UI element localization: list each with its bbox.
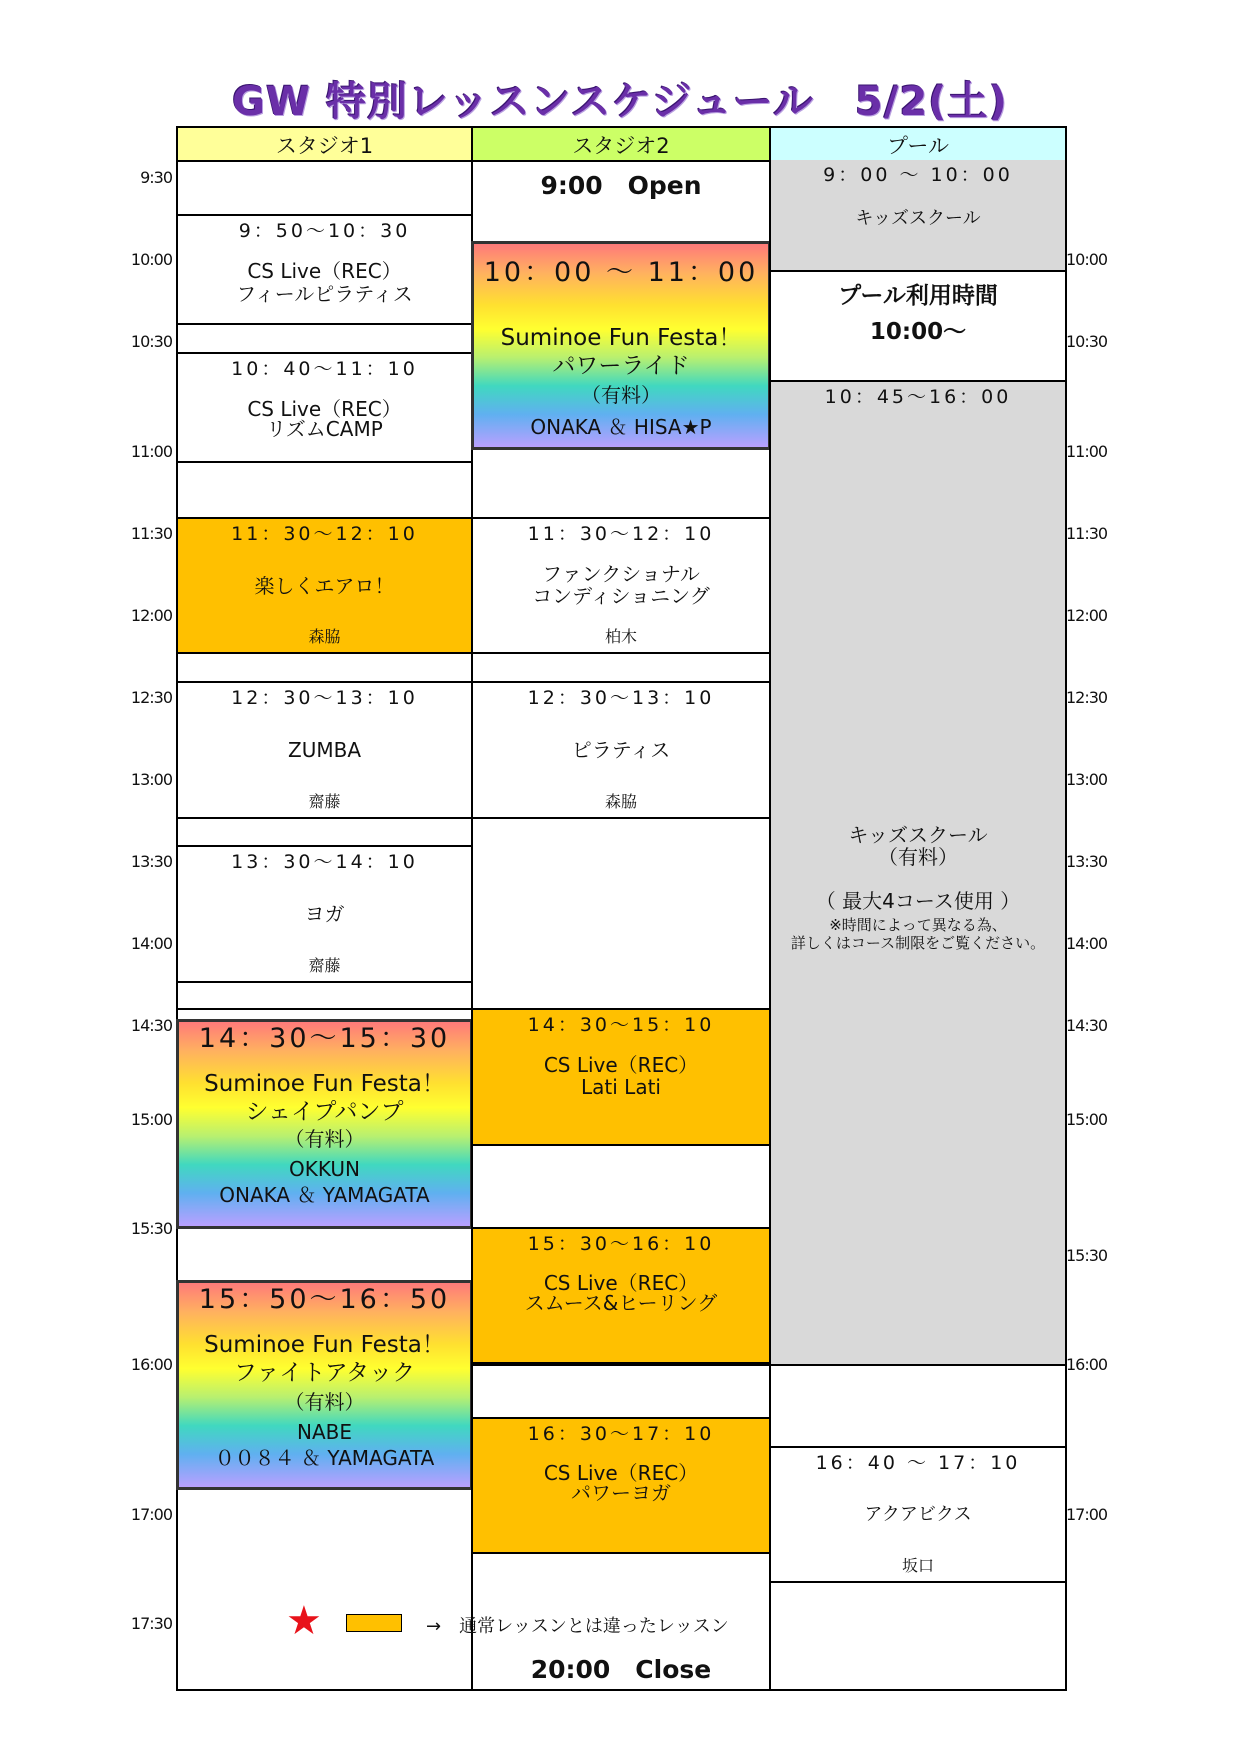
legend bbox=[286, 1598, 766, 1646]
lesson-time: 14：30〜15：10 bbox=[527, 1014, 715, 1036]
pool-kids-school-morning[interactable] bbox=[771, 160, 1065, 272]
instructor: 坂口 bbox=[901, 1556, 934, 1575]
lesson-name: CS Live（REC） bbox=[543, 1053, 699, 1077]
lesson-time: 13：30〜14：10 bbox=[231, 851, 418, 873]
time-label: 14:30 bbox=[1066, 1016, 1108, 1035]
instructor: NABE bbox=[297, 1420, 352, 1444]
time-label: 15:00 bbox=[130, 1110, 172, 1129]
lesson-subname: パワーヨガ bbox=[571, 1481, 671, 1505]
time-label: 10:30 bbox=[130, 332, 172, 351]
time-label: 11:30 bbox=[1066, 524, 1108, 543]
lesson-subname: フィールピラティス bbox=[236, 282, 413, 306]
paid-label: （有料） bbox=[581, 383, 661, 407]
time-label: 17:00 bbox=[130, 1505, 172, 1524]
time-label: 9:30 bbox=[140, 168, 172, 187]
lesson-time: 10：00 〜 11：00 bbox=[483, 257, 759, 288]
time-label: 14:30 bbox=[130, 1016, 172, 1035]
page-title: GW 特別レッスンスケジュール 5/2(土) bbox=[232, 79, 1008, 125]
lesson-name: キッズスクール bbox=[848, 823, 988, 847]
time-label: 16:00 bbox=[130, 1355, 172, 1374]
header-studio2: スタジオ2 bbox=[471, 126, 771, 162]
time-label: 11:30 bbox=[130, 524, 172, 543]
time-label: 13:30 bbox=[1066, 852, 1108, 871]
pool-lesson-aquabics[interactable] bbox=[771, 1446, 1065, 1583]
studio2-lesson-functional[interactable] bbox=[473, 517, 769, 654]
studio2-lesson-smooth-healing[interactable] bbox=[473, 1227, 769, 1364]
lesson-subname: スムース&ヒーリング bbox=[524, 1291, 718, 1315]
time-label: 15:30 bbox=[130, 1219, 172, 1238]
lesson-name: ヨガ bbox=[304, 902, 345, 926]
lesson-subname: Lati Lati bbox=[581, 1075, 661, 1099]
studio2-lesson-power-ride[interactable] bbox=[471, 241, 771, 450]
lesson-name: CS Live（REC） bbox=[247, 397, 402, 421]
time-label: 13:00 bbox=[130, 770, 172, 789]
course-note: （ 最大4コース使用 ） bbox=[815, 889, 1021, 913]
studio1-lesson-fight-attack[interactable] bbox=[176, 1280, 473, 1490]
studio1-lesson-cs-feel-pilates[interactable] bbox=[178, 214, 471, 325]
instructor: ００８４ ＆ YAMAGATA bbox=[214, 1446, 435, 1470]
studio2-column bbox=[471, 160, 771, 1691]
pool-usage-start: 10:00〜 bbox=[869, 319, 967, 345]
open-time: 9:00 Open bbox=[540, 171, 702, 200]
festival-name: Suminoe Fun Festa！ bbox=[500, 325, 742, 351]
studio2-lesson-power-yoga[interactable] bbox=[473, 1417, 769, 1554]
lesson-name: パワーライド bbox=[552, 353, 690, 379]
lesson-name: シェイプパンプ bbox=[245, 1099, 404, 1125]
lesson-time: 16：30〜17：10 bbox=[527, 1423, 715, 1445]
time-label: 12:30 bbox=[1066, 688, 1108, 707]
time-label: 14:00 bbox=[1066, 934, 1108, 953]
lesson-time: 10：45〜16：00 bbox=[824, 386, 1012, 408]
lesson-time: 9：00 〜 10：00 bbox=[823, 164, 1013, 186]
note-line: ※時間によって異なる為、 bbox=[829, 916, 1007, 934]
time-label: 13:00 bbox=[1066, 770, 1108, 789]
close-time: 20:00 Close bbox=[473, 1650, 769, 1686]
festival-name: Suminoe Fun Festa！ bbox=[204, 1332, 445, 1358]
lesson-time: 12：30〜13：10 bbox=[231, 687, 418, 709]
header-pool: プール bbox=[769, 126, 1067, 162]
lesson-name: CS Live（REC） bbox=[247, 259, 402, 283]
lesson-name: CS Live（REC） bbox=[543, 1461, 699, 1485]
time-label: 12:30 bbox=[130, 688, 172, 707]
time-label: 11:00 bbox=[130, 442, 172, 461]
lesson-name: 楽しくエアロ！ bbox=[254, 574, 395, 598]
pool-usage-time bbox=[771, 278, 1065, 350]
time-label: 15:30 bbox=[1066, 1246, 1108, 1265]
lesson-name: キッズスクール bbox=[855, 208, 981, 229]
lesson-name: ファイトアタック bbox=[233, 1360, 416, 1386]
lesson-time: 11：30〜12：10 bbox=[231, 523, 418, 545]
instructor: 森脇 bbox=[308, 627, 341, 646]
studio2-lesson-pilates[interactable] bbox=[473, 681, 769, 819]
lesson-time: 10：40〜11：10 bbox=[231, 358, 418, 380]
instructor: 齋藤 bbox=[308, 792, 341, 811]
time-label: 17:30 bbox=[130, 1614, 172, 1633]
time-label: 15:00 bbox=[1066, 1110, 1108, 1129]
festival-name: Suminoe Fun Festa！ bbox=[204, 1071, 445, 1097]
time-label: 16:00 bbox=[1066, 1355, 1108, 1374]
lesson-time: 15：30〜16：10 bbox=[527, 1233, 715, 1255]
lesson-name: ZUMBA bbox=[288, 738, 361, 762]
lesson-time: 15：50〜16：50 bbox=[198, 1284, 451, 1315]
time-label: 10:30 bbox=[1066, 332, 1108, 351]
studio2-lesson-lati-lati[interactable] bbox=[473, 1008, 769, 1146]
instructor: 森脇 bbox=[604, 792, 637, 811]
lesson-name: ピラティス bbox=[571, 738, 671, 762]
instructor: ONAKA ＆ HISA★P bbox=[530, 415, 712, 439]
star-icon: ★ bbox=[286, 1598, 322, 1644]
paid-label: （有料） bbox=[284, 1127, 365, 1151]
lesson-time: 11：30〜12：10 bbox=[527, 523, 715, 545]
pool-kids-school-main[interactable] bbox=[771, 380, 1065, 1366]
lesson-name: ファンクショナル bbox=[542, 562, 700, 586]
lesson-name: アクアビクス bbox=[864, 1504, 972, 1525]
studio1-lesson-shape-pump[interactable] bbox=[176, 1019, 473, 1229]
studio1-lesson-zumba[interactable] bbox=[178, 681, 471, 819]
instructor: ONAKA ＆ YAMAGATA bbox=[219, 1183, 430, 1207]
lesson-time: 14：30〜15：30 bbox=[198, 1023, 451, 1054]
lesson-time: 9：50〜10：30 bbox=[238, 220, 411, 242]
lesson-name: CS Live（REC） bbox=[543, 1271, 699, 1295]
instructor: 齋藤 bbox=[308, 956, 341, 975]
time-label: 10:00 bbox=[130, 250, 172, 269]
time-label: 11:00 bbox=[1066, 442, 1108, 461]
time-label: 10:00 bbox=[1066, 250, 1108, 269]
time-label: 14:00 bbox=[130, 934, 172, 953]
studio1-lesson-cs-rhythm-camp[interactable] bbox=[178, 352, 471, 463]
instructor: OKKUN bbox=[288, 1157, 361, 1181]
paid-label: （有料） bbox=[878, 845, 958, 869]
time-label: 13:30 bbox=[130, 852, 172, 871]
time-label: 12:00 bbox=[1066, 606, 1108, 625]
header-studio1: スタジオ1 bbox=[176, 126, 473, 162]
studio1-lesson-aerobics[interactable] bbox=[178, 517, 471, 654]
studio1-column bbox=[176, 160, 473, 1691]
pool-column bbox=[769, 160, 1067, 1691]
time-label: 17:00 bbox=[1066, 1505, 1108, 1524]
legend-swatch bbox=[346, 1614, 402, 1632]
paid-label: （有料） bbox=[284, 1390, 365, 1414]
time-label: 12:00 bbox=[130, 606, 172, 625]
pool-usage-label: プール利用時間 bbox=[838, 283, 998, 309]
lesson-subname: コンディショニング bbox=[532, 584, 710, 608]
lesson-subname: リズムCAMP bbox=[266, 417, 383, 441]
lesson-time: 16：40 〜 17：10 bbox=[815, 1452, 1021, 1474]
legend-text: → 通常レッスンとは違ったレッスン bbox=[426, 1616, 729, 1637]
lesson-time: 12：30〜13：10 bbox=[527, 687, 715, 709]
note-line: 詳しくはコース制限をご覧ください。 bbox=[790, 934, 1046, 952]
instructor: 柏木 bbox=[604, 627, 637, 646]
studio1-lesson-yoga[interactable] bbox=[178, 845, 471, 983]
